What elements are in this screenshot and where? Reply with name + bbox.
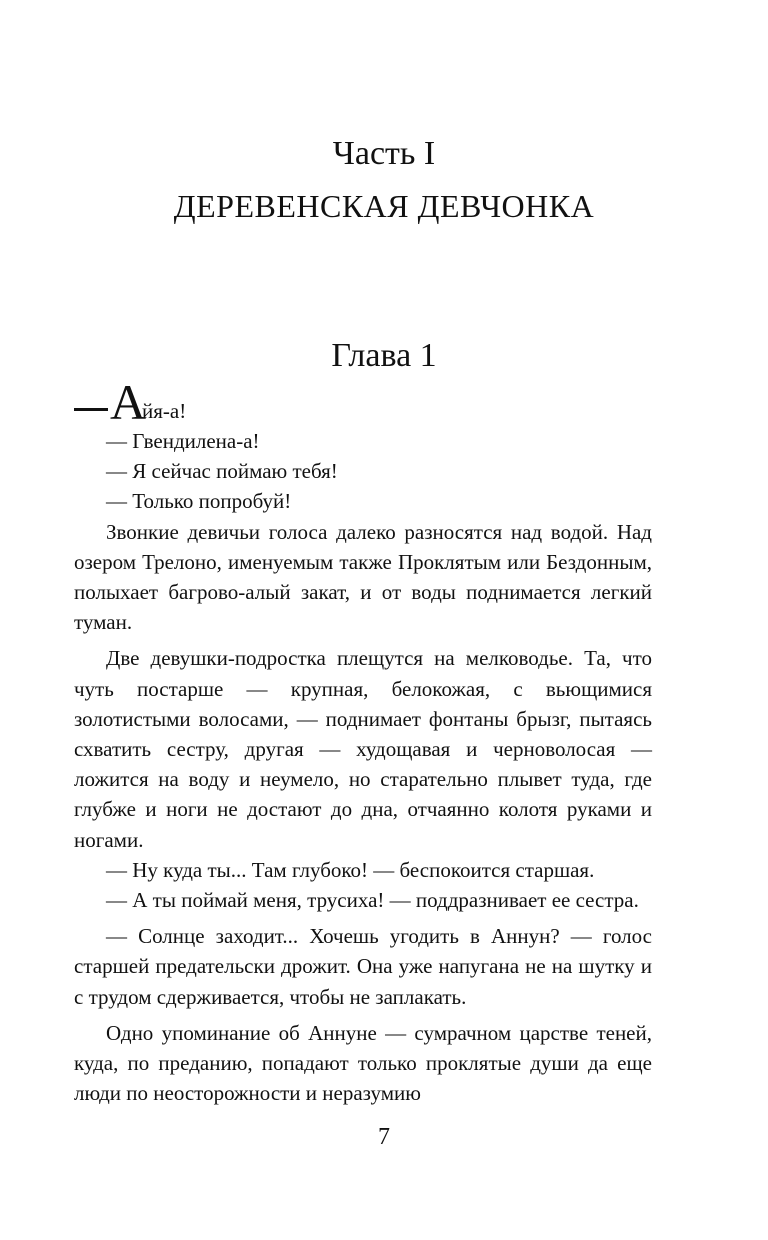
body-text xyxy=(74,374,652,1108)
paragraph-dialog-6: — Солнце заходит... Хочешь угодить в Аннун? — голос старшей предательски дрожит. Она уже напугана не на шутку и с трудом сдерживается, чтобы не заплакать. xyxy=(74,924,652,1009)
paragraph-dialog-5: — А ты поймай меня, трусиха! — поддразнивает ее сестра. xyxy=(106,888,639,913)
opening-text: йя-а! xyxy=(142,399,187,423)
page-number: 7 xyxy=(378,1124,390,1150)
paragraph-narration-1: Звонкие девичьи голоса далеко разносятся над водой. Над озером Трелоно, именуемым также Проклятым или Бездонным, полыхает багрово-алый закат, и от воды поднимается легкий туман. xyxy=(74,519,652,635)
drop-cap: А xyxy=(110,374,147,430)
part-subtitle: ДЕРЕВЕНСКАЯ ДЕВЧОНКА xyxy=(173,188,595,224)
paragraph-narration-3: Одно упоминание об Аннуне — сумрачном царстве теней, куда, по преданию, попадают только проклятые души да еще люди по неосторожности и неразумию xyxy=(74,1020,652,1106)
part-title: Часть I xyxy=(332,135,436,172)
chapter-title: Глава 1 xyxy=(331,337,437,374)
paragraph-narration-2: Две девушки-подростка плещутся на мелководье. Та, что чуть постарше — крупная, белокожая, с вьющимися золотистыми волосами, — поднимает фонтаны брызг, пытаясь схватить сестру, другая — худощавая и черноволосая — ложится на воду и неумело, но старательно плывет туда, где глубже и ноги не достают до дна, отчаянно колотя руками и ногами. xyxy=(74,646,652,852)
paragraph-dialog-1: — Гвендилена-а! xyxy=(106,429,260,453)
opening-line xyxy=(74,374,652,430)
paragraph-dialog-2: — Я сейчас поймаю тебя! xyxy=(106,459,338,484)
paragraph-dialog-3: — Только попробуй! xyxy=(106,489,292,514)
paragraph-dialog-4: — Ну куда ты... Там глубоко! — беспокоится старшая. xyxy=(106,857,595,882)
opening-dash xyxy=(74,408,108,411)
